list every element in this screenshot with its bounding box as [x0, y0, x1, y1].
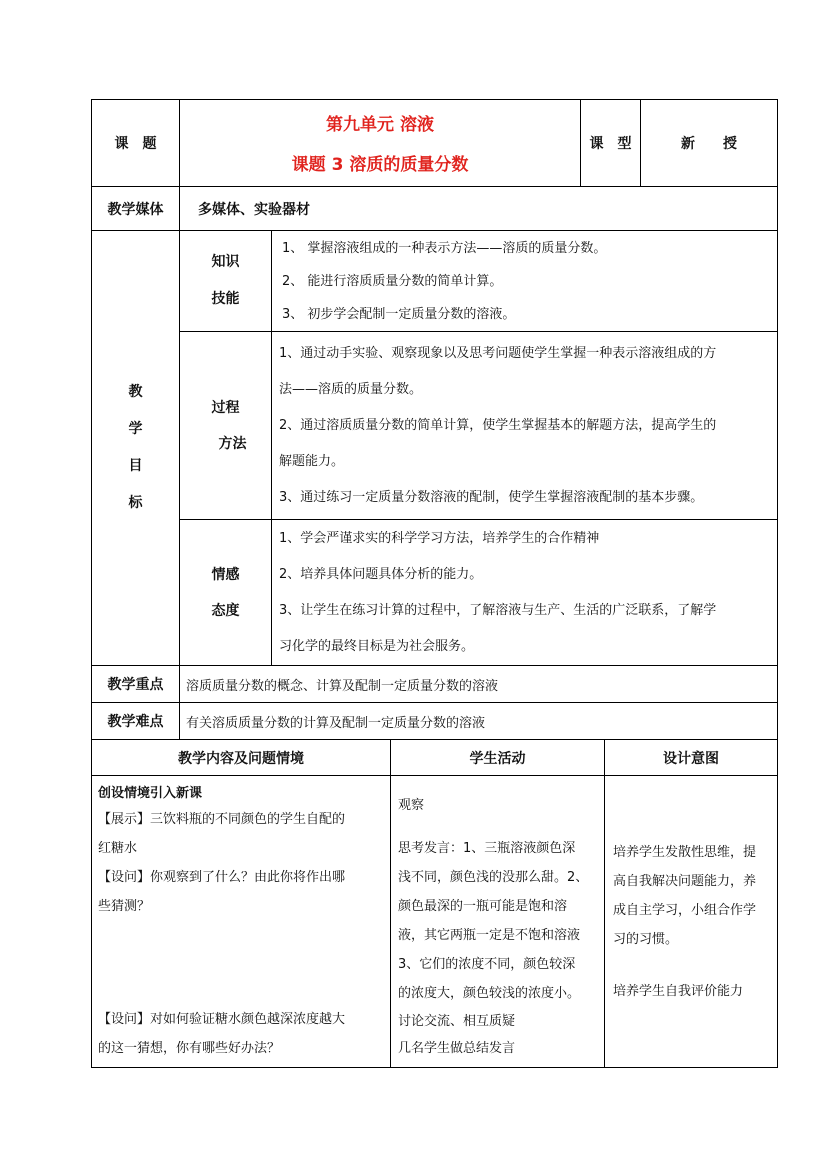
activity-spacer	[398, 818, 598, 834]
media-label: 教学媒体	[92, 187, 180, 231]
process-line: 2、通过溶质质量分数的简单计算，使学生掌握基本的解题方法，提高学生的	[279, 417, 717, 433]
activity-line: 思考发言：1、三瓶溶液颜色深	[398, 841, 576, 856]
knowledge-label-line: 技能	[211, 291, 240, 307]
activity-observe: 观察	[398, 798, 425, 813]
emotion-label-line: 情感	[211, 566, 240, 583]
intent-line: 习的习惯。	[613, 932, 679, 947]
intent-line: 成自主学习，小组合作学	[613, 903, 757, 918]
process-line: 解题能力。	[279, 453, 345, 469]
topic-label: 课 题	[92, 100, 180, 187]
objectives-label	[92, 231, 180, 666]
process-line: 3、通过练习一定质量分数溶液的配制，使学生掌握溶液配制的基本步骤。	[279, 489, 704, 505]
content-line: 【展示】三饮料瓶的不同颜色的学生自配的	[98, 812, 346, 827]
objectives-label-char: 目	[128, 458, 143, 474]
knowledge-item: 3、 初步学会配制一定质量分数的溶液。	[282, 306, 516, 322]
column-content-header: 教学内容及问题情境	[92, 740, 391, 776]
process-label-line: 方法	[218, 435, 247, 452]
media-value: 多媒体、实验器材	[180, 187, 778, 231]
process-label-line: 过程	[211, 399, 240, 416]
knowledge-item: 2、 能进行溶质质量分数的简单计算。	[282, 273, 503, 289]
objectives-label-char: 标	[128, 495, 143, 511]
content-heading: 创设情境引入新课	[98, 786, 203, 801]
emotion-items	[272, 520, 778, 666]
process-items	[272, 332, 778, 520]
lesson-type-value: 新 授	[641, 100, 778, 187]
content-line: 的这一猜想，你有哪些好办法？	[98, 1041, 281, 1056]
column-intent-header: 设计意图	[605, 740, 778, 776]
content-cell	[92, 776, 391, 1068]
lesson-type-label: 课 型	[581, 100, 641, 187]
content-line: 【设问】对如何验证糖水颜色越深浓度越大	[98, 1012, 346, 1027]
process-line: 1、通过动手实验、观察现象以及思考问题使学生掌握一种表示溶液组成的方	[279, 345, 717, 361]
lesson-title: 课题 3 溶质的质量分数	[291, 155, 469, 175]
knowledge-items	[272, 231, 778, 332]
activity-cell	[391, 776, 605, 1068]
topic-title-cell	[180, 100, 581, 187]
lesson-info-table	[91, 99, 778, 740]
emotion-line: 1、学会严谨求实的科学学习方法，培养学生的合作精神	[279, 530, 600, 546]
activity-line: 讨论交流、相互质疑	[398, 1014, 516, 1029]
knowledge-label	[180, 231, 272, 332]
emotion-label-line: 态度	[211, 602, 240, 619]
activity-line: 颜色最深的一瓶可能是饱和溶	[398, 899, 568, 914]
difficulty-label: 教学难点	[92, 703, 180, 740]
objectives-label-char: 学	[128, 421, 143, 437]
activity-line: 的浓度大，颜色较浅的浓度小。	[398, 986, 581, 1001]
objectives-label-char: 教	[128, 384, 143, 400]
column-activity-header: 学生活动	[391, 740, 605, 776]
intent-spacer	[613, 954, 771, 977]
knowledge-label-line: 知识	[211, 254, 240, 270]
intent-line: 培养学生发散性思维，提	[613, 845, 757, 860]
intent-line: 培养学生自我评价能力	[613, 984, 744, 999]
difficulty-value: 有关溶质质量分数的计算及配制一定质量分数的溶液	[180, 703, 778, 740]
emotion-line: 3、让学生在练习计算的过程中，了解溶液与生产、生活的广泛联系，了解学	[279, 602, 717, 618]
emotion-line: 习化学的最终目标是为社会服务。	[279, 638, 475, 654]
activity-line: 液，其它两瓶一定是不饱和溶液	[398, 928, 581, 943]
intent-line: 高自我解决问题能力，养	[613, 874, 757, 889]
content-line: 【设问】你观察到了什么？由此你将作出哪	[98, 870, 346, 885]
process-line: 法——溶质的质量分数。	[279, 381, 423, 397]
key-point-value: 溶质质量分数的概念、计算及配制一定质量分数的溶液	[180, 666, 778, 703]
process-label	[180, 332, 272, 520]
emotion-line: 2、培养具体问题具体分析的能力。	[279, 566, 483, 582]
unit-title: 第九单元 溶液	[326, 115, 434, 135]
content-spacer	[98, 921, 384, 1005]
activity-line: 3、它们的浓度不同，颜色较深	[398, 957, 576, 972]
content-line: 红糖水	[98, 841, 138, 856]
emotion-label	[180, 520, 272, 666]
content-line: 些猜测？	[98, 899, 151, 914]
activity-line: 浅不同，颜色浅的没那么甜。2、	[398, 870, 589, 885]
key-point-label: 教学重点	[92, 666, 180, 703]
intent-cell	[605, 776, 778, 1068]
knowledge-item: 1、 掌握溶液组成的一种表示方法——溶质的质量分数。	[282, 240, 607, 256]
activity-line: 几名学生做总结发言	[398, 1041, 516, 1056]
teaching-process-table	[91, 739, 778, 1068]
